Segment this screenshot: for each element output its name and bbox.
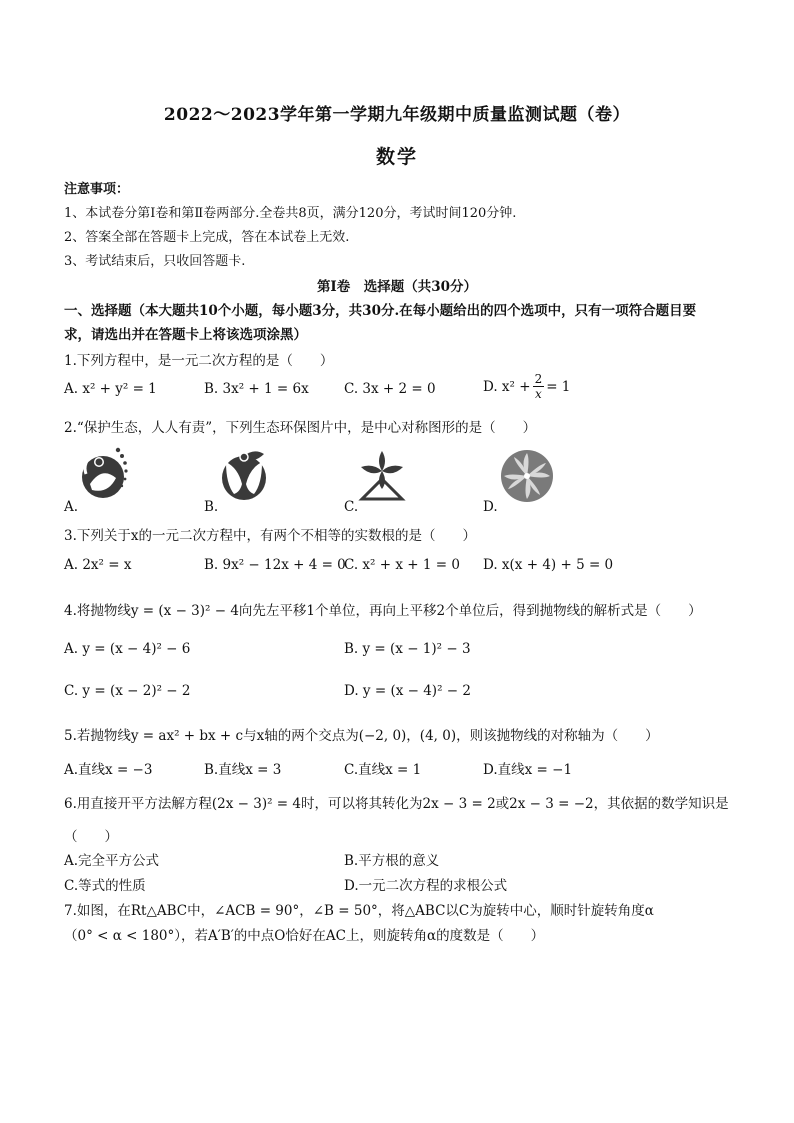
eco-person-leaves-icon [220,448,268,504]
q1-option-b: B. 3x² + 1 = 6x [204,381,309,397]
q3-option-c: C. x² + x + 1 = 0 [344,557,460,573]
q2-option-a: A. [64,499,79,515]
note-item: 1、本试卷分第Ⅰ卷和第Ⅱ卷两部分.全卷共8页，满分120分，考试时间120分钟. [64,206,517,221]
notes-heading: 注意事项： [64,182,130,197]
q2-option-d: D. [483,499,498,515]
q5-option-d: D.直线x = −1 [483,762,573,778]
fraction [533,372,545,401]
question-3-stem: 3.下列关于x的一元二次方程中，有两个不相等的实数根的是（ ） [64,528,476,544]
q1-option-a: A. x² + y² = 1 [64,381,157,397]
section-instructions: 一、选择题（本大题共10个小题，每小题3分，共30分.在每小题给出的四个选项中，只有一项符合题目要 [64,303,697,319]
question-2-stem: 2.“保护生态，人人有责”，下列生态环保图片中，是中心对称图形的是（ ） [64,420,537,436]
q2-option-c: C. [344,499,359,515]
q3-option-a: A. 2x² = x [64,557,132,573]
q6-option-d: D.一元二次方程的求根公式 [344,878,508,894]
q6-option-c: C.等式的性质 [64,878,146,894]
q4-option-c: C. y = (x − 2)² − 2 [64,683,191,699]
section-title: 第Ⅰ卷 选择题（共30分） [316,279,478,295]
question-6-stem-cont: （ ） [64,829,118,845]
q5-option-b: B.直线x = 3 [204,762,282,778]
q1-option-d-suffix: = 1 [546,378,571,395]
fraction-denominator: x [534,387,542,401]
q1-option-d [483,372,570,401]
q1-option-d-prefix: D. x² + [483,378,531,395]
eco-pinwheel-flower-icon [500,449,554,503]
question-7-stem-cont: （0° < α < 180°），若A′B′的中点O恰好在AC上，则旋转角α的度数是（ ） [64,928,545,944]
q2-option-b: B. [204,499,219,515]
q6-option-a: A.完全平方公式 [64,853,160,869]
q3-option-d: D. x(x + 4) + 5 = 0 [483,557,614,573]
q3-option-b: B. 9x² − 12x + 4 = 0 [204,557,346,573]
q1-option-c: C. 3x + 2 = 0 [344,381,436,397]
question-7-stem: 7.如图，在Rt△ABC中，∠ACB = 90°，∠B = 50°，将△ABC以C为旋转中心，顺时针旋转角度α [64,903,654,919]
question-4-stem: 4.将抛物线y = (x − 3)² − 4向先左平移1个单位，再向上平移2个单位后，得到抛物线的解析式是（ ） [64,603,702,619]
eco-person-leaf-icon [78,444,128,506]
q6-option-b: B.平方根的意义 [344,853,440,869]
subject-title: 数学 [375,146,418,168]
q4-option-d: D. y = (x − 4)² − 2 [344,683,471,699]
question-5-stem: 5.若抛物线y = ax² + bx + c与x轴的两个交点为(−2, 0)，(4, 0)，则该抛物线的对称轴为（ ） [64,728,659,744]
note-item: 3、考试结束后，只收回答题卡. [64,254,246,269]
section-instructions: 求，请选出并在答题卡上将该选项涂黑） [64,327,307,343]
eco-flower-triangle-icon [357,449,407,501]
q4-option-a: A. y = (x − 4)² − 6 [64,641,191,657]
note-item: 2、答案全部在答题卡上完成，答在本试卷上无效. [64,230,350,245]
fraction-numerator: 2 [534,372,543,386]
page-title: 2022～2023学年第一学期九年级期中质量监测试题（卷） [163,105,631,125]
q5-option-c: C.直线x = 1 [344,762,422,778]
q5-option-a: A.直线x = −3 [64,762,153,778]
q4-option-b: B. y = (x − 1)² − 3 [344,641,471,657]
question-1-stem: 1.下列方程中，是一元二次方程的是（ ） [64,353,334,369]
question-6-stem: 6.用直接开平方法解方程(2x − 3)² = 4时，可以将其转化为2x − 3 = 2或2x − 3 = −2，其依据的数学知识是 [64,796,729,812]
